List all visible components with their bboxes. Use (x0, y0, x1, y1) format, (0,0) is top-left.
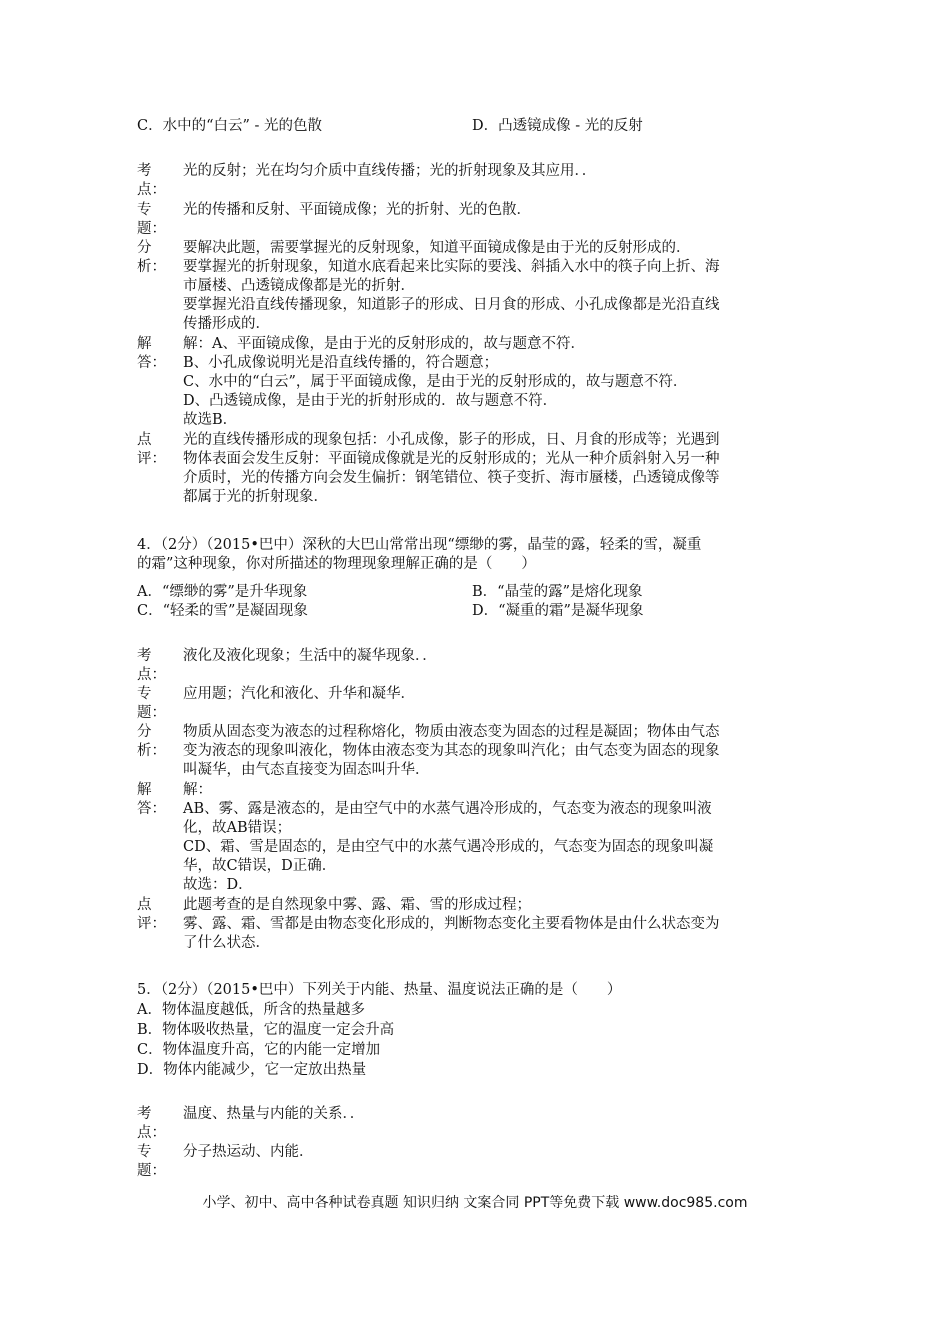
q3-zhuanti-label: 专 题： (137, 202, 166, 237)
q4-option-c: C．“轻柔的雪”是凝固现象 (137, 603, 308, 619)
q3-dianping-label: 点 评： (137, 432, 166, 467)
q5-option-b: B．物体吸收热量，它的温度一定会升高 (137, 1022, 395, 1038)
q5-option-c: C．物体温度升高，它的内能一定增加 (137, 1042, 381, 1058)
q5-kaodian-label: 考 点： (137, 1106, 166, 1141)
q5-zhuanti-text: 分子热运动、内能． (183, 1144, 314, 1160)
q3-option-d: D．凸透镜成像 - 光的反射 (472, 118, 643, 134)
q4-dianping-text: 此题考查的是自然现象中雾、露、霜、雪的形成过程； 雾、露、霜、雪都是由物态变化形成的，判断物态变化主要看物体是由什么状态变为 了什么状态． (183, 897, 720, 951)
q3-zhuanti-text: 光的传播和反射、平面镜成像；光的折射、光的色散． (183, 202, 531, 218)
q3-jieda-text: 解：A、平面镜成像，是由于光的反射形成的，故与题意不符． B、小孔成像说明光是沿直线传播的，符合题意； C、水中的“白云”，属于平面镜成像，是由于光的反射形成的，故与题意不符． D、凸透镜成像，是由于光的折射形成的．故与题意不符． 故选B． (183, 336, 688, 428)
q3-fenxi-text: 要解决此题，需要掌握光的反射现象，知道平面镜成像是由于光的反射形成的． 要掌握光的折射现象，知道水底看起来比实际的要浅、斜插入水中的筷子向上折、海 市蜃楼、凸透镜成像都是光的折射． 要掌握光沿直线传播现象，知道影子的形成、日月食的形成、小孔成像都是光沿直线 传播形成的． (183, 240, 720, 332)
q4-jieda-text: 解： AB、雾、露是液态的，是由空气中的水蒸气遇冷形成的，气态变为液态的现象叫液 化，故AB错误； CD、霜、雪是固态的，是由空气中的水蒸气遇冷形成的，气态变为固态的现象叫凝 华，故C错误，D正确． 故选：D． (183, 782, 714, 893)
q3-jieda-label: 解 答： (137, 336, 166, 371)
page-footer: 小学、初中、高中各种试卷真题 知识归纳 文案合同 PPT等免费下载 www.doc985.com (202, 1195, 748, 1211)
q4-jieda-label: 解 答： (137, 782, 166, 817)
q4-option-d: D．“凝重的霜”是凝华现象 (472, 603, 644, 619)
q3-fenxi-label: 分 析： (137, 240, 166, 275)
q5-kaodian-text: 温度、热量与内能的关系．． (183, 1106, 365, 1122)
q4-kaodian-text: 液化及液化现象；生活中的凝华现象．． (183, 648, 437, 664)
q5-option-a: A．物体温度越低，所含的热量越多 (137, 1002, 365, 1018)
q4-zhuanti-label: 专 题： (137, 686, 166, 721)
q5-zhuanti-label: 专 题： (137, 1144, 166, 1179)
q5-stem: 5．（2分）（2015•巴中）下列关于内能、热量、温度说法正确的是（ ） (137, 982, 622, 998)
q4-dianping-label: 点 评： (137, 897, 166, 932)
q4-option-a: A．“缥缈的雾”是升华现象 (137, 584, 308, 600)
q4-stem: 4．（2分）（2015•巴中）深秋的大巴山常常出现“缥缈的雾，晶莹的露，轻柔的雪，凝重 的霜”这种现象，你对所描述的物理现象理解正确的是（ ） (137, 537, 702, 572)
q4-zhuanti-text: 应用题；汽化和液化、升华和凝华． (183, 686, 415, 702)
q3-dianping-text: 光的直线传播形成的现象包括：小孔成像，影子的形成，日、月食的形成等；光遇到 物体表面会发生反射：平面镜成像就是光的反射形成的；光从一种介质斜射入另一种 介质时，光的传播方向会发生偏折：钢笔错位、筷子变折、海市蜃楼，凸透镜成像等 都属于光的折射现象． (183, 432, 720, 505)
q3-option-c: C．水中的“白云” - 光的色散 (137, 118, 323, 134)
q3-kaodian-label: 考 点： (137, 163, 166, 198)
q4-fenxi-label: 分 析： (137, 724, 166, 759)
q5-option-d: D．物体内能减少，它一定放出热量 (137, 1062, 367, 1078)
q4-kaodian-label: 考 点： (137, 648, 166, 683)
q4-fenxi-text: 物质从固态变为液态的过程称熔化，物质由液态变为固态的过程是凝固；物体由气态 变为液态的现象叫液化，物体由液态变为其态的现象叫汽化；由气态变为固态的现象 叫凝华，由气态直接变为固态叫升华． (183, 724, 720, 778)
q3-kaodian-text: 光的反射；光在均匀介质中直线传播；光的折射现象及其应用．． (183, 163, 597, 179)
q4-option-b: B．“晶莹的露”是熔化现象 (472, 584, 643, 600)
